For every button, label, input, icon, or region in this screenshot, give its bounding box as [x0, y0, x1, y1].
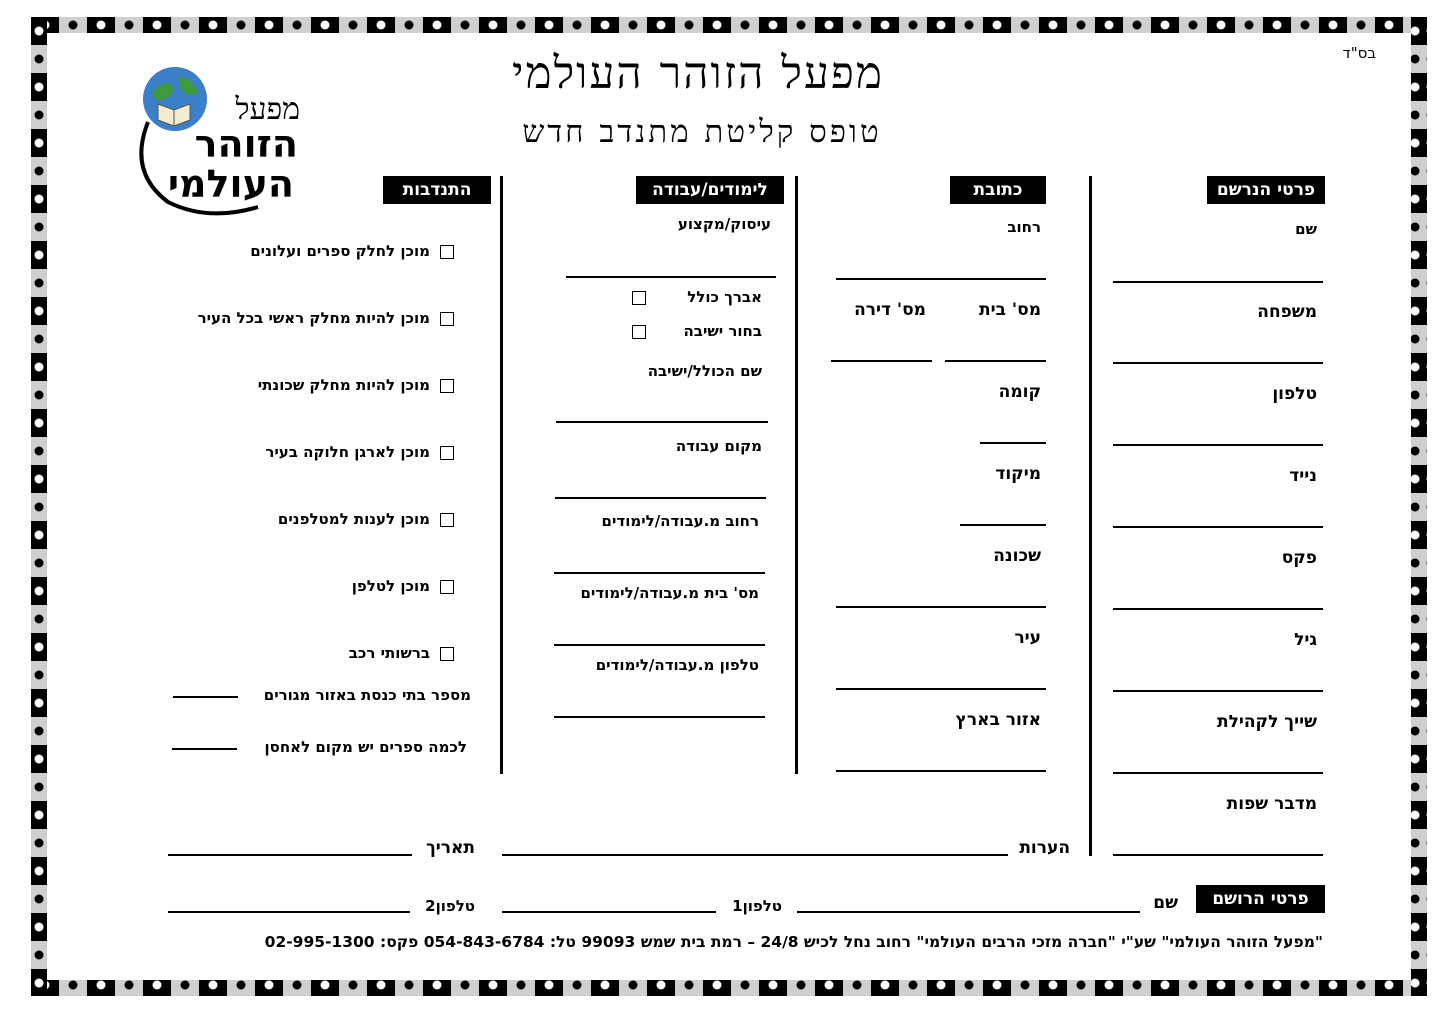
work-house-line[interactable]: [554, 644, 765, 646]
volunteering-header: התנדבות: [383, 176, 491, 204]
workplace-line[interactable]: [555, 497, 766, 499]
registrant-family-label: משפחה: [1257, 302, 1317, 322]
volunteer-option-6: מוכן לטלפן: [351, 577, 430, 595]
work-phone-label: טלפון מ.עבודה/לימודים: [595, 656, 759, 674]
registrant-community-label: שייך לקהילת: [1216, 712, 1317, 732]
address-apt-label: מס' דירה: [854, 300, 926, 320]
address-house-label: מס' בית: [979, 300, 1041, 320]
address-city-line[interactable]: [836, 688, 1046, 690]
registrant-mobile-label: נייד: [1289, 466, 1317, 486]
occupation-line[interactable]: [566, 276, 776, 278]
date-label: תאריך: [425, 838, 475, 858]
registrar-phone1-label: טלפון1: [732, 897, 782, 915]
address-zip-label: מיקוד: [995, 464, 1041, 484]
kollel-checkbox[interactable]: [632, 291, 646, 305]
kollel-name-label: שם הכולל/ישיבה: [647, 362, 762, 380]
registrar-phone2-label: טלפון2: [425, 897, 475, 915]
registrant-family-line[interactable]: [1113, 362, 1323, 364]
address-apt-line[interactable]: [831, 360, 932, 362]
registrar-header: פרטי הרושם: [1196, 885, 1325, 913]
studies-header: לימודים/עבודה: [636, 176, 784, 204]
logo-line-2: הזוהר: [194, 122, 298, 166]
work-phone-line[interactable]: [554, 716, 765, 718]
volunteer-option-7-checkbox[interactable]: [440, 647, 454, 661]
volunteer-option-1-checkbox[interactable]: [440, 245, 454, 259]
address-region-line[interactable]: [836, 770, 1046, 772]
registrant-name-line[interactable]: [1113, 281, 1323, 283]
volunteer-option-3: מוכן להיות מחלק שכונתי: [257, 376, 430, 394]
volunteer-option-7: ברשותי רכב: [348, 644, 430, 662]
work-street-label: רחוב מ.עבודה/לימודים: [601, 512, 759, 530]
registrant-age-line[interactable]: [1113, 690, 1323, 692]
logo-line-1: מפעל: [235, 92, 300, 127]
logo: [128, 62, 308, 222]
separator-3: [500, 176, 503, 774]
separator-2: [795, 176, 798, 774]
separator-1: [1089, 176, 1092, 856]
volunteer-option-4-checkbox[interactable]: [440, 446, 454, 460]
address-house-line[interactable]: [945, 360, 1046, 362]
address-neighborhood-line[interactable]: [836, 606, 1046, 608]
address-zip-line[interactable]: [960, 524, 1046, 526]
page-title: מפעל הזוהר העולמי: [511, 48, 884, 99]
footer-contact: "מפעל הזוהר העולמי" שע"י "חברה מזכי הרבים העולמי" רחוב נחל לכיש 24/8 – רמת בית שמש 99093 טל: 054-843-6784 פקס: 02-995-1300: [264, 933, 1323, 951]
volunteer-option-2: מוכן להיות מחלק ראשי בכל העיר: [197, 309, 430, 327]
registrant-name-label: שם: [1295, 220, 1317, 238]
address-neighborhood-label: שכונה: [993, 546, 1041, 566]
registrant-languages-line[interactable]: [1113, 854, 1323, 856]
work-street-line[interactable]: [554, 572, 765, 574]
yeshiva-checkbox[interactable]: [632, 325, 646, 339]
workplace-label: מקום עבודה: [675, 437, 762, 455]
synagogues-line[interactable]: [173, 696, 238, 698]
registrant-languages-label: מדבר שפות: [1226, 794, 1317, 814]
address-region-label: אזור בארץ: [955, 710, 1041, 730]
registrant-age-label: גיל: [1294, 630, 1317, 650]
address-city-label: עיר: [1014, 628, 1041, 648]
work-house-label: מס' בית מ.עבודה/לימודים: [580, 584, 759, 602]
volunteer-option-5-checkbox[interactable]: [440, 513, 454, 527]
address-floor-label: קומה: [998, 382, 1041, 402]
volunteer-option-3-checkbox[interactable]: [440, 379, 454, 393]
kollel-label: אברך כולל: [687, 288, 762, 306]
volunteer-option-1: מוכן לחלק ספרים ועלונים: [250, 242, 430, 260]
logo-swoosh: [128, 62, 308, 222]
registrant-community-line[interactable]: [1113, 772, 1323, 774]
corner-note: בס"ד: [1342, 44, 1376, 62]
yeshiva-label: בחור ישיבה: [683, 322, 762, 340]
registrant-phone-line[interactable]: [1113, 444, 1323, 446]
address-street-label: רחוב: [1007, 218, 1041, 236]
logo-line-3: העולמי: [167, 162, 294, 206]
storage-line[interactable]: [172, 748, 237, 750]
date-line[interactable]: [168, 854, 412, 856]
registrar-name-label: שם: [1153, 893, 1178, 913]
volunteer-option-5: מוכן לענות למטלפנים: [277, 510, 430, 528]
storage-label: לכמה ספרים יש מקום לאחסן: [264, 738, 467, 756]
registrant-header: פרטי הנרשם: [1207, 176, 1325, 204]
volunteer-option-4: מוכן לארגן חלוקה בעיר: [265, 443, 430, 461]
address-street-line[interactable]: [836, 278, 1046, 280]
synagogues-label: מספר בתי כנסת באזור מגורים: [263, 686, 471, 704]
notes-label: הערות: [1019, 838, 1070, 858]
address-floor-line[interactable]: [980, 442, 1046, 444]
registrar-name-line[interactable]: [797, 911, 1140, 913]
registrant-fax-line[interactable]: [1113, 608, 1323, 610]
address-header: כתובת: [950, 176, 1046, 204]
registrant-fax-label: פקס: [1281, 548, 1317, 568]
kollel-name-line[interactable]: [556, 421, 768, 423]
registrant-phone-label: טלפון: [1272, 384, 1317, 404]
occupation-label: עיסוק/מקצוע: [677, 215, 771, 233]
page-subtitle: טופס קליטת מתנדב חדש: [522, 114, 882, 150]
registrant-mobile-line[interactable]: [1113, 526, 1323, 528]
registrar-phone1-line[interactable]: [502, 911, 716, 913]
volunteer-option-2-checkbox[interactable]: [440, 312, 454, 326]
notes-line[interactable]: [502, 854, 1008, 856]
volunteer-option-6-checkbox[interactable]: [440, 580, 454, 594]
registrar-phone2-line[interactable]: [168, 911, 410, 913]
